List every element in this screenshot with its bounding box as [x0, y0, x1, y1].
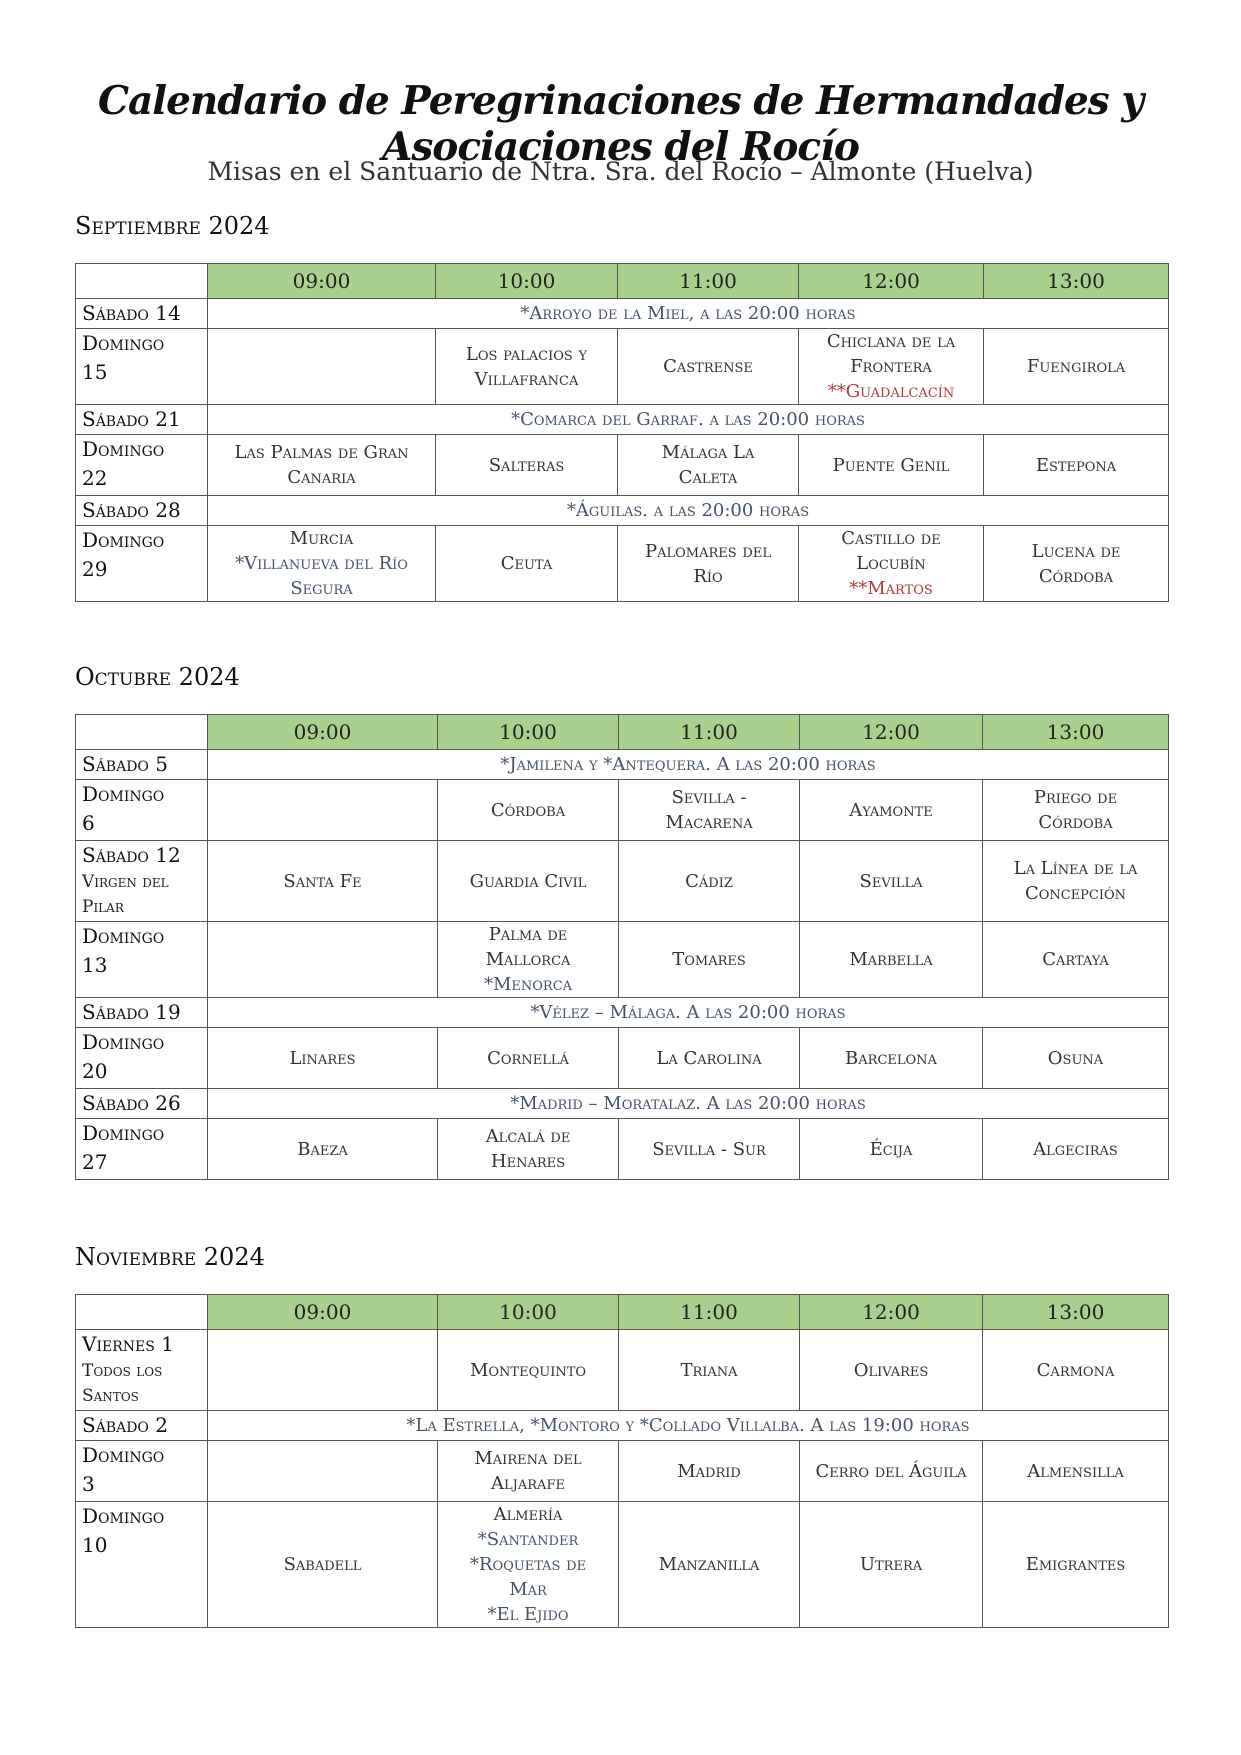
schedule-cell	[208, 922, 438, 998]
day-label: Sábado 19	[76, 998, 208, 1028]
brotherhood-name: *Menorca	[483, 974, 573, 995]
schedule-cell: Estepona	[984, 435, 1169, 496]
corner-cell	[76, 264, 208, 299]
day-number: 3	[82, 1472, 95, 1496]
day-name: Domingo	[82, 1443, 165, 1467]
brotherhood-name: La Línea de la	[1013, 858, 1138, 879]
brotherhood-name: Lucena de	[1031, 540, 1121, 562]
schedule-cell: Montequinto	[438, 1330, 619, 1411]
day-name: Domingo	[82, 1121, 165, 1145]
brotherhood-name: Córdoba	[1038, 812, 1113, 833]
schedule-cell: Utrera	[800, 1502, 983, 1628]
schedule-cell: Salteras	[436, 435, 618, 496]
day-label: Sábado 26	[76, 1089, 208, 1119]
schedule-cell: Emigrantes	[983, 1502, 1169, 1628]
schedule-cell	[436, 329, 618, 405]
table-row	[76, 841, 1169, 922]
evening-mass-note: *Jamilena y *Antequera. A las 20:00 horas	[208, 750, 1169, 780]
day-name: Domingo	[82, 331, 165, 355]
schedule-cell: Madrid	[619, 1441, 800, 1502]
schedule-cell	[438, 922, 619, 998]
brotherhood-name: *Villanueva del Río	[235, 553, 408, 574]
brotherhood-name: Sevilla -	[671, 787, 747, 808]
day-number: 6	[82, 811, 95, 835]
table-row	[76, 1502, 1169, 1628]
schedule-cell	[799, 526, 984, 602]
time-header: 11:00	[619, 1295, 800, 1330]
brotherhood-name: Frontera	[850, 356, 932, 377]
evening-mass-note: *Madrid – Moratalaz. A las 20:00 horas	[208, 1089, 1169, 1119]
day-subtitle: Pilar	[82, 897, 124, 917]
day-name: Domingo	[82, 782, 165, 806]
day-subtitle: Virgen del	[82, 872, 169, 892]
day-label	[76, 841, 208, 922]
header-row	[76, 264, 1169, 299]
day-label	[76, 1028, 208, 1089]
schedule-cell	[618, 526, 799, 602]
day-name: Domingo	[82, 528, 165, 552]
schedule-cell: Cádiz	[619, 841, 800, 922]
day-label	[76, 1441, 208, 1502]
time-header: 09:00	[208, 264, 436, 299]
page-subtitle: Misas en el Santuario de Ntra. Sra. del Rocío – Almonte (Huelva)	[207, 157, 1034, 186]
schedule-cell: Barcelona	[800, 1028, 983, 1089]
evening-mass-note: *La Estrella, *Montoro y *Collado Villalba. A las 19:00 horas	[208, 1411, 1169, 1441]
schedule-cell: Ayamonte	[800, 780, 983, 841]
day-name: Domingo	[82, 1504, 165, 1528]
schedule-cell: Sabadell	[208, 1502, 438, 1628]
evening-mass-note: *Vélez – Málaga. A las 20:00 horas	[208, 998, 1169, 1028]
schedule-cell: Triana	[619, 1330, 800, 1411]
schedule-cell: Fuengirola	[984, 329, 1169, 405]
schedule-cell: Sevilla - Sur	[619, 1119, 800, 1180]
day-label	[76, 329, 208, 405]
brotherhood-name: Mallorca	[485, 949, 571, 970]
brotherhood-name: Aljarafe	[491, 1473, 565, 1494]
brotherhood-name: *Santander	[477, 1529, 579, 1550]
day-label	[76, 435, 208, 496]
table-row	[76, 526, 1169, 602]
brotherhood-name: Río	[693, 565, 723, 587]
day-subtitle: Todos los	[82, 1361, 163, 1381]
schedule-cell: La Carolina	[619, 1028, 800, 1089]
schedule-cell	[983, 841, 1169, 922]
day-label: Sábado 14	[76, 299, 208, 329]
day-number: 29	[82, 557, 108, 581]
schedule-cell	[618, 435, 799, 496]
schedule-cell: Ceuta	[436, 526, 618, 602]
brotherhood-name: **Martos	[849, 578, 933, 599]
schedule-cell	[619, 780, 800, 841]
brotherhood-name: **Guadalcacín	[827, 381, 955, 402]
table-row	[76, 998, 1169, 1028]
schedule-cell: Osuna	[983, 1028, 1169, 1089]
time-header: 10:00	[436, 264, 618, 299]
time-header: 13:00	[983, 715, 1169, 750]
schedule-cell: Puente Genil	[799, 435, 984, 496]
day-name: Domingo	[82, 1030, 165, 1054]
schedule-cell	[984, 526, 1169, 602]
day-name: Viernes 1	[82, 1332, 174, 1356]
table-row	[76, 1089, 1169, 1119]
brotherhood-name: Almería	[493, 1504, 563, 1525]
brotherhood-name: Caleta	[678, 467, 738, 488]
schedule-cell	[208, 329, 436, 405]
brotherhood-name: Canaria	[287, 467, 356, 488]
table-row	[76, 496, 1169, 526]
day-number: 10	[82, 1533, 108, 1557]
page-title: Calendario de Peregrinaciones de Hermandades y Asociaciones del Rocío	[97, 78, 1143, 170]
schedule-cell: Santa Fe	[208, 841, 438, 922]
schedule-cell: Manzanilla	[619, 1502, 800, 1628]
time-header: 09:00	[208, 1295, 438, 1330]
day-label: Sábado 5	[76, 750, 208, 780]
day-label	[76, 1502, 208, 1628]
schedule-cell	[208, 526, 436, 602]
table-row	[76, 750, 1169, 780]
brotherhood-name: Villafranca	[474, 368, 579, 390]
header-row	[76, 1295, 1169, 1330]
schedule-cell	[208, 435, 436, 496]
schedule-cell	[983, 780, 1169, 841]
day-number: 15	[82, 360, 108, 384]
schedule-cell: Castrense	[618, 329, 799, 405]
brotherhood-name: *El Ejido	[487, 1604, 569, 1625]
evening-mass-note: *Águilas. a las 20:00 horas	[208, 496, 1169, 526]
brotherhood-name: Chiclana de la	[826, 331, 956, 352]
brotherhood-name: Córdoba	[1038, 565, 1114, 587]
brotherhood-name: Málaga La	[661, 442, 755, 463]
header-row	[76, 715, 1169, 750]
schedule-cell: Baeza	[208, 1119, 438, 1180]
schedule-cell	[438, 1502, 619, 1628]
day-number: 27	[82, 1150, 108, 1174]
table-row	[76, 299, 1169, 329]
table-row	[76, 1330, 1169, 1411]
day-label	[76, 1330, 208, 1411]
brotherhood-name: *Roquetas de	[469, 1554, 587, 1575]
time-header: 11:00	[619, 715, 800, 750]
schedule-cell: Marbella	[800, 922, 983, 998]
time-header: 13:00	[984, 264, 1169, 299]
day-subtitle: Santos	[82, 1386, 139, 1406]
brotherhood-name: Palomares del	[645, 540, 771, 562]
calendar-table-november	[75, 1294, 1169, 1628]
day-number: 13	[82, 953, 108, 977]
schedule-cell	[208, 1441, 438, 1502]
evening-mass-note: *Comarca del Garraf. a las 20:00 horas	[208, 405, 1169, 435]
brotherhood-name: Macarena	[665, 812, 753, 833]
schedule-cell: Cartaya	[983, 922, 1169, 998]
time-header: 11:00	[618, 264, 799, 299]
brotherhood-name: Concepción	[1024, 883, 1127, 904]
day-label: Sábado 21	[76, 405, 208, 435]
brotherhood-name: Murcia	[289, 528, 354, 549]
table-row	[76, 329, 1169, 405]
brotherhood-name: Las Palmas de Gran	[234, 442, 409, 463]
table-row	[76, 1119, 1169, 1180]
time-header: 10:00	[438, 1295, 619, 1330]
schedule-cell: Córdoba	[438, 780, 619, 841]
schedule-cell: Linares	[208, 1028, 438, 1089]
schedule-cell: Carmona	[983, 1330, 1169, 1411]
schedule-cell	[208, 780, 438, 841]
schedule-cell	[799, 329, 984, 405]
time-header: 12:00	[799, 264, 984, 299]
table-row	[76, 780, 1169, 841]
brotherhood-name: Henares	[490, 1151, 566, 1172]
day-name: Domingo	[82, 437, 165, 461]
table-row	[76, 435, 1169, 496]
day-number: 20	[82, 1059, 108, 1083]
day-name: Domingo	[82, 924, 165, 948]
time-header: 09:00	[208, 715, 438, 750]
day-label	[76, 922, 208, 998]
month-heading-october: Octubre 2024	[75, 663, 240, 691]
schedule-cell: Tomares	[619, 922, 800, 998]
schedule-cell	[438, 1119, 619, 1180]
brotherhood-name: Castillo de	[841, 528, 941, 549]
day-number: 22	[82, 466, 108, 490]
schedule-cell: Cornellá	[438, 1028, 619, 1089]
table-row	[76, 1441, 1169, 1502]
time-header: 12:00	[800, 715, 983, 750]
brotherhood-name: Alcalá de	[485, 1126, 571, 1147]
day-name: Sábado 12	[82, 843, 181, 867]
brotherhood-name: Mar	[509, 1579, 547, 1600]
time-header: 12:00	[800, 1295, 983, 1330]
schedule-cell	[208, 1330, 438, 1411]
table-row	[76, 1411, 1169, 1441]
brotherhood-name: Priego de	[1033, 787, 1118, 808]
brotherhood-name: Segura	[290, 578, 353, 599]
schedule-cell: Guardia Civil	[438, 841, 619, 922]
time-header: 13:00	[983, 1295, 1169, 1330]
corner-cell	[76, 1295, 208, 1330]
table-row	[76, 405, 1169, 435]
table-row	[76, 922, 1169, 998]
day-label: Sábado 2	[76, 1411, 208, 1441]
brotherhood-name: Los palacios y	[465, 343, 588, 365]
day-label	[76, 1119, 208, 1180]
schedule-cell: Écija	[800, 1119, 983, 1180]
brotherhood-name: Locubín	[856, 553, 926, 574]
schedule-cell: Cerro del Águila	[800, 1441, 983, 1502]
time-header: 10:00	[438, 715, 619, 750]
brotherhood-name: Mairena del	[474, 1448, 582, 1469]
corner-cell	[76, 715, 208, 750]
brotherhood-name: Palma de	[488, 924, 568, 945]
calendar-table-september	[75, 263, 1169, 602]
month-heading-september: Septiembre 2024	[75, 212, 270, 240]
schedule-cell: Olivares	[800, 1330, 983, 1411]
schedule-cell: Almensilla	[983, 1441, 1169, 1502]
schedule-cell: Algeciras	[983, 1119, 1169, 1180]
table-row	[76, 1028, 1169, 1089]
day-label: Sábado 28	[76, 496, 208, 526]
schedule-cell: Sevilla	[800, 841, 983, 922]
evening-mass-note: *Arroyo de la Miel, a las 20:00 horas	[208, 299, 1169, 329]
month-heading-november: Noviembre 2024	[75, 1243, 265, 1271]
schedule-cell	[438, 1441, 619, 1502]
day-label	[76, 780, 208, 841]
calendar-table-october	[75, 714, 1169, 1180]
day-label	[76, 526, 208, 602]
